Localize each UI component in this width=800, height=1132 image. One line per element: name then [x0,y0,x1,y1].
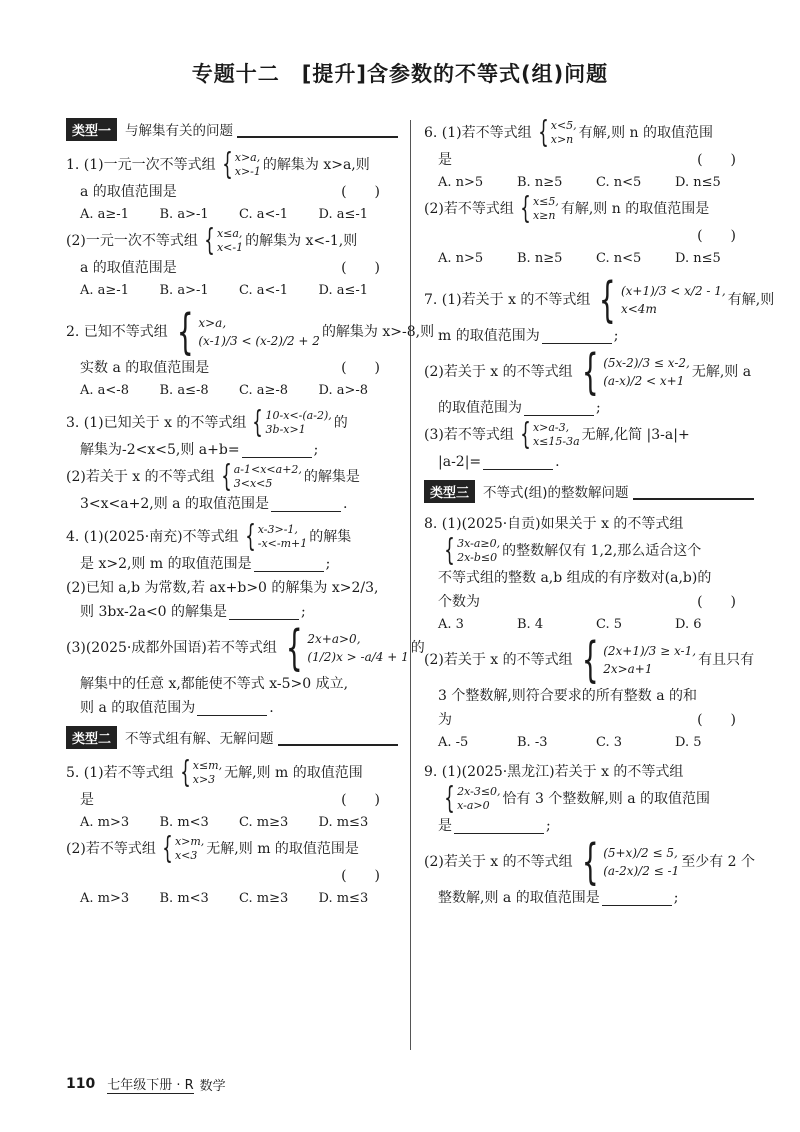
inequality-system: { (2x+1)/3 ≥ x-1, 2x>a+1 [581,632,697,688]
question-7: 7. (1)若关于 x 的不等式组 { (x+1)/3 < x/2 - 1, x<4m 有解,则 m 的取值范围为 ; (2)若关于 x 的不等式组 { (5x-2)/3 ≤ x-2, (a-x)/2 < x+1 无解,则 a 的取值范围为 ; (3)若不等式组 { x>a-3, x≤15-3a 无解,化简 |3-a|+ |a-2|= . [424,272,775,470]
question-4: 4. (1)(2025·南充)不等式组 { x-3>-1, -x<-m+1 的解集 是 x>2,则 m 的取值范围是 ; (2)已知 a,b 为常数,若 ax+b>0 的解集为 x>2/3, 则 3bx-2a<0 的解集是 ; (3)(2025·成都外国语)若不等式组 { 2x+a>0, (1/2)x > -a/4 + 1 的 解集中的任意 x,都能使不等式 x-5>0 成立, 则 a 的取值范围为 . [66,519,425,716]
question-2: 2. 已知不等式组 { x>a, (x-1)/3 < (x-2)/2 + 2 的解集为 x>-8,则 实数 a 的取值范围是 ( ) A. a<-8 B. a≤-8 C. a≥-8 D. a>-8 [66,308,398,402]
inequality-system: { x-3>-1, -x<-m+1 [244,519,308,554]
section-tag: 类型三 [424,480,475,503]
option[interactable]: B. n≥5 [517,251,563,266]
option[interactable]: A. a≥-1 [80,283,129,298]
grade-label: 七年级下册 · R [107,1074,193,1094]
options [424,248,754,270]
question-9: 9. (1)(2025·黑龙江)若关于 x 的不等式组 { 2x-3≤0, x-a>0 恰有 3 个整数解,则 a 的取值范围 是 ; (2)若关于 x 的不等式组 { (5+x)/2 ≤ 5, (a-2x)/2 ≤ -1 至少有 2 个 整数解,则 a 的取值范围是 ; [424,764,756,906]
inequality-system: { (5x-2)/3 ≤ x-2, (a-x)/2 < x+1 [581,344,690,400]
option[interactable]: D. n≤5 [675,175,721,190]
option[interactable]: B. a>-1 [159,283,209,298]
options [66,380,398,402]
option[interactable]: A. 3 [438,617,464,632]
options [424,172,754,194]
inequality-system: { (5+x)/2 ≤ 5, (a-2x)/2 ≤ -1 [581,834,680,890]
option[interactable]: D. m≤3 [318,815,369,830]
option[interactable]: B. 4 [517,617,544,632]
option[interactable]: A. m>3 [80,815,130,830]
option[interactable]: B. n≥5 [517,175,563,190]
answer-paren[interactable]: ( ) [697,594,736,610]
subject-label: 数学 [199,1078,226,1094]
section-rule [237,136,398,138]
page-footer [66,1074,226,1094]
inequality-system: { x≤m, x>3 [179,755,223,790]
answer-blank[interactable] [271,497,341,512]
answer-blank[interactable] [229,605,299,620]
q-text: 的解集为 x>a,则 [262,157,370,173]
option[interactable]: A. n>5 [438,175,484,190]
option[interactable]: B. m<3 [159,815,209,830]
option[interactable]: C. m≥3 [239,891,289,906]
section-rule [278,744,398,746]
inequality-system: { x≤a, x<-1 [204,223,244,258]
options [66,888,398,910]
answer-paren[interactable]: ( ) [341,184,380,200]
option[interactable]: C. 5 [596,617,623,632]
inequality-system: { x>a, (x-1)/3 < (x-2)/2 + 2 [176,304,320,360]
inequality-system: { 3x-a≥0, 2x-b≤0 [444,533,501,568]
inequality-system: { 10-x<-(a-2), 3b-x>1 [252,405,332,440]
option[interactable]: C. a≥-8 [239,383,289,398]
section-header [424,480,754,502]
question-3: 3. (1)已知关于 x 的不等式组 { 10-x<-(a-2), 3b-x>1 的 解集为-2<x<5,则 a+b= ; (2)若关于 x 的不等式组 { a-1<x<a+2, 3<x<5 的解集是 3<x<a+2,则 a 的取值范围是 . [66,405,360,512]
answer-blank[interactable] [602,891,672,906]
section-tag: 类型二 [66,726,117,749]
option[interactable]: D. 5 [675,735,702,750]
question-6: 6. (1)若不等式组 { x<5, x>n 有解,则 n 的取值范围 是 ( ) A. n>5 B. n≥5 C. n<5 D. n≤5 (2)若不等式组 { x≤5, x≥n 有解,则 n 的取值范围是 ( ) A. n>5 B. n≥5 C. n<5 D. n≤5 [424,118,754,270]
inequality-system: { 2x-3≤0, x-a>0 [444,781,501,816]
answer-blank[interactable] [197,701,267,716]
answer-blank[interactable] [483,455,553,470]
q-text: 1. (1)一元一次不等式组 [66,157,216,173]
right-column [424,115,775,916]
option[interactable]: C. n<5 [596,175,642,190]
option[interactable]: C. a<-1 [239,207,289,222]
section-header [66,726,398,748]
answer-blank[interactable] [542,329,612,344]
option[interactable]: C. a<-1 [239,283,289,298]
option[interactable]: A. a≥-1 [80,207,129,222]
option[interactable]: A. n>5 [438,251,484,266]
answer-paren[interactable]: ( ) [341,792,380,808]
option[interactable]: C. 3 [596,735,623,750]
inequality-system: { x>m, x<3 [162,831,205,866]
section-tag: 类型一 [66,118,117,141]
option[interactable]: B. a≤-8 [159,383,209,398]
answer-blank[interactable] [454,819,544,834]
section-header [66,118,398,140]
option[interactable]: A. m>3 [80,891,130,906]
column-divider [410,120,411,1050]
options [66,280,398,302]
option[interactable]: D. a≤-1 [318,207,369,222]
option[interactable]: A. a<-8 [80,383,129,398]
inequality-system: { x>a-3, x≤15-3a [520,417,580,452]
options [66,204,398,226]
page-title: 专题十二 [提升]含参数的不等式(组)问题 [191,62,609,86]
answer-paren[interactable]: ( ) [697,152,736,168]
answer-paren[interactable]: ( ) [341,360,380,376]
section-title: 不等式(组)的整数解问题 [483,485,629,501]
inequality-system: { x<5, x>n [537,115,577,150]
question-8: 8. (1)(2025·自贡)如果关于 x 的不等式组 { 3x-a≥0, 2x-b≤0 的整数解仅有 1,2,那么适合这个 不等式组的整数 a,b 组成的有序数对(a,b)的 个数为 ( ) A. 3 B. 4 C. 5 D. 6 (2)若关于 x 的不等式组 { (2x+1)/3 ≥ x-1, 2x>a+1 有且只有 3 个整数解,则符合要求的所有整数 a 的和 为 ( ) A. -5 B. -3 C. 3 D. 5 [424,512,754,754]
answer-blank[interactable] [242,443,312,458]
option[interactable]: D. a>-8 [318,383,369,398]
options [424,732,754,754]
option[interactable]: D. m≤3 [318,891,369,906]
option[interactable]: C. m≥3 [239,815,289,830]
answer-paren[interactable]: ( ) [697,712,736,728]
page-number: 110 [66,1076,96,1092]
option[interactable]: B. a>-1 [159,207,209,222]
inequality-system: { 2x+a>0, (1/2)x > -a/4 + 1 [285,620,409,676]
answer-paren[interactable]: ( ) [341,868,380,884]
inequality-system: { (x+1)/3 < x/2 - 1, x<4m [599,272,726,328]
option[interactable]: D. n≤5 [675,251,721,266]
option[interactable]: B. m<3 [159,891,209,906]
option[interactable]: B. -3 [517,735,548,750]
section-title: 不等式组有解、无解问题 [125,731,274,747]
answer-paren[interactable]: ( ) [697,228,736,244]
answer-blank[interactable] [254,557,324,572]
option[interactable]: D. a≤-1 [318,283,369,298]
option[interactable]: C. n<5 [596,251,642,266]
answer-paren[interactable]: ( ) [341,260,380,276]
section-title: 与解集有关的问题 [125,123,234,139]
inequality-system: { x≤5, x≥n [520,191,559,226]
answer-blank[interactable] [524,401,594,416]
question-1: 1. (1)一元一次不等式组 { x>a, x>-1 的解集为 x>a,则 a 的取值范围是 ( ) A. a≥-1 B. a>-1 C. a<-1 D. a≤-1 (2)一元一次不等式组 { x≤a, x<-1 的解集为 x<-1,则 a 的取值范围是 ( ) A. a≥-1 B. a>-1 C. a<-1 D. a≤-1 [66,150,398,302]
inequality-system: { x>a, x>-1 [221,147,261,182]
option[interactable]: A. -5 [438,735,469,750]
left-column [66,118,435,916]
section-rule [633,498,754,500]
options [66,812,398,834]
option[interactable]: D. 6 [675,617,702,632]
question-5: 5. (1)若不等式组 { x≤m, x>3 无解,则 m 的取值范围 是 ( ) A. m>3 B. m<3 C. m≥3 D. m≤3 (2)若不等式组 { x>m, x<3 无解,则 m 的取值范围是 ( ) A. m>3 B. m<3 C. m≥3 D. m≤3 [66,758,398,910]
inequality-system: { a-1<x<a+2, 3<x<5 [220,459,302,494]
